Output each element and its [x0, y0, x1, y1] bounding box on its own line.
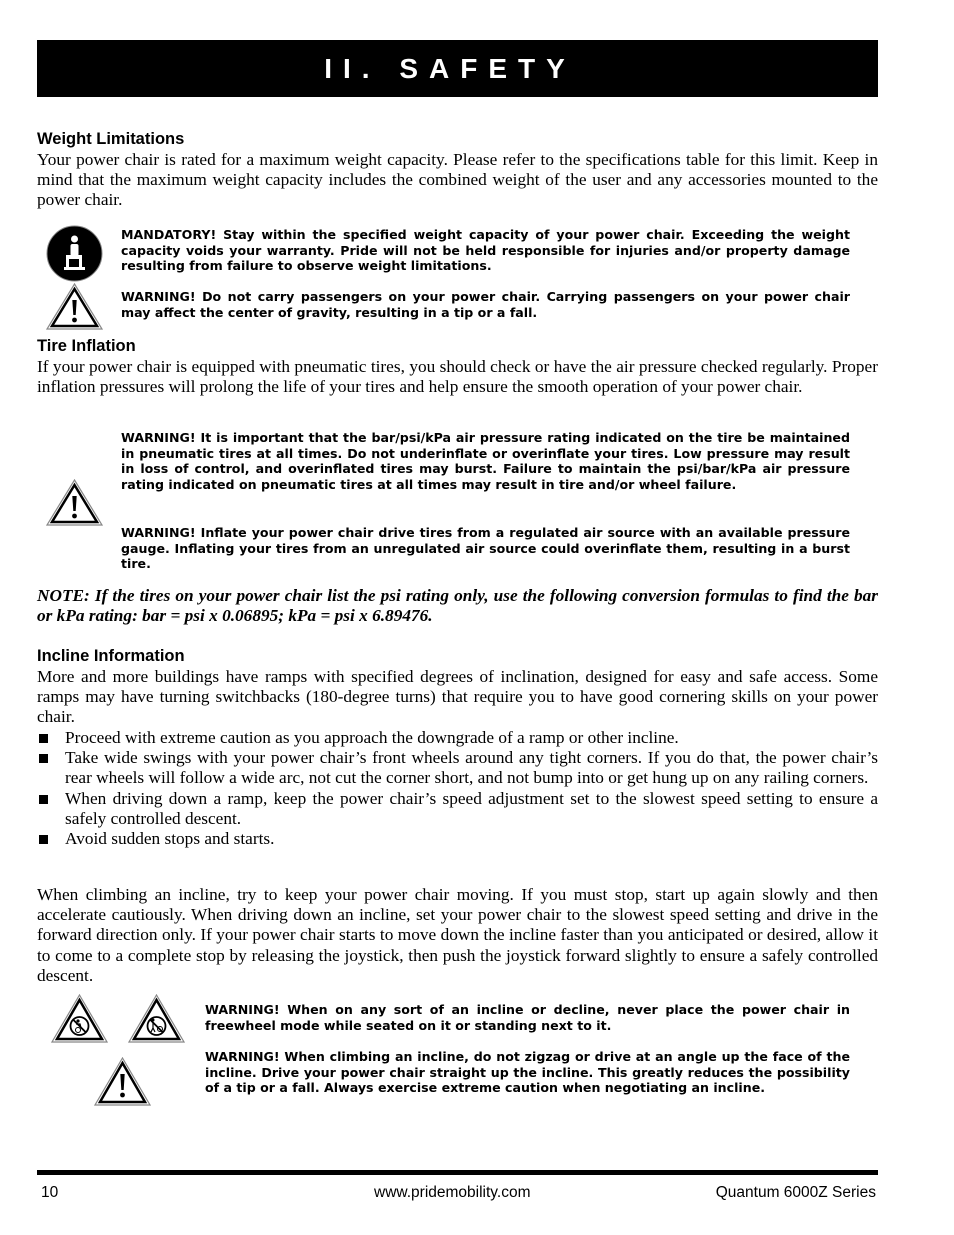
- list-item: Avoid sudden stops and starts.: [37, 829, 878, 849]
- warning-triangle-icon: [46, 283, 103, 330]
- incline-warning-1-text: WARNING! When on any sort of an incline or decline, never place the power chair in freewheel mode while seated on it or standing next to it.: [205, 1002, 850, 1033]
- warning-triangle-icon: [94, 1057, 151, 1106]
- incline-warning-2-text: WARNING! When climbing an incline, do not zigzag or drive at an angle up the face of the incline. Drive your power chair straight up the incline. This greatly reduces the possibility of a tip or a fall. Always exercise extreme caution when negotiating an incline.: [205, 1049, 850, 1096]
- incline-body-2: When climbing an incline, try to keep your power chair moving. If you must stop, start up again slowly and then accelerate cautiously. When driving down an incline, set your power chair to the slowest speed setting and drive in the forward direction only. If your power chair starts to move down the incline faster than you anticipated or desired, allow it to come to a complete stop by releasing the joystick, then push the joystick forward slightly to ensure a safely controlled descent.: [37, 885, 878, 985]
- list-item: Take wide swings with your power chair’s front wheels around any tight corners. If you do that, the power chair’s rear wheels will follow a wide arc, not cut the corner short, and not bump into or get hung up on any railing corners.: [37, 748, 878, 788]
- weight-mandatory-text: MANDATORY! Stay within the specified weight capacity of your power chair. Exceeding the weight capacity voids your warranty. Pride will not be held responsible for injuries and/or property damage resulting from failure to observe weight limitations.: [121, 227, 850, 274]
- tire-body: If your power chair is equipped with pneumatic tires, you should check or have the air pressure checked regularly. Proper inflation pressures will prolong the life of your tires and help ensure the smooth operation of your power chair.: [37, 357, 878, 397]
- no-freewheel-seated-icon: [51, 994, 108, 1043]
- incline-bullet-list: [37, 728, 878, 849]
- list-item: Proceed with extreme caution as you approach the downgrade of a ramp or other incline.: [37, 728, 878, 748]
- warning-triangle-icon: [46, 479, 103, 526]
- footer-url: www.pridemobility.com: [374, 1184, 531, 1201]
- tire-warning-1-text: WARNING! It is important that the bar/psi/kPa air pressure rating indicated on the tire be maintained in pneumatic tires at all times. Do not underinflate or overinflate your tires. Low pressure may result in loss of control, and overinflated tires may burst. Failure to maintain the psi/bar/kPa air pressure rating indicated on pneumatic tires at all times may result in tire and/or wheel failure.: [121, 430, 850, 492]
- section-title-bar: [37, 40, 878, 97]
- footer-series: Quantum 6000Z Series: [715, 1184, 876, 1201]
- weight-body: Your power chair is rated for a maximum weight capacity. Please refer to the specifications table for this limit. Keep in mind that the maximum weight capacity includes the combined weight of the user and any accessories mounted to the power chair.: [37, 150, 878, 210]
- tire-warning-2-text: WARNING! Inflate your power chair drive tires from a regulated air source with an available pressure gauge. Inflating your tires from an unregulated air source could overinflate them, resulting in a burst tire.: [121, 525, 850, 572]
- footer-rule: [37, 1170, 878, 1175]
- page-number: 10: [41, 1184, 59, 1201]
- no-freewheel-standing-icon: [128, 994, 185, 1043]
- tire-heading: Tire Inflation: [37, 337, 136, 355]
- weight-warning-text: WARNING! Do not carry passengers on your power chair. Carrying passengers on your power chair may affect the center of gravity, resulting in a tip or a fall.: [121, 289, 850, 320]
- section-title: II. SAFETY: [324, 52, 576, 84]
- incline-heading: Incline Information: [37, 647, 185, 665]
- list-item: When driving down a ramp, keep the power chair’s speed adjustment set to the slowest speed setting to ensure a safely controlled descent.: [37, 789, 878, 829]
- mandatory-weight-icon: [46, 225, 103, 282]
- weight-heading: Weight Limitations: [37, 130, 185, 148]
- incline-body: More and more buildings have ramps with specified degrees of inclination, designed for easy and safe access. Some ramps may have turning switchbacks (180-degree turns) that require you to have good cornering skills on your power chair.: [37, 667, 878, 727]
- tire-note: NOTE: If the tires on your power chair list the psi rating only, use the following conversion formulas to find the bar or kPa rating: bar = psi x 0.06895; kPa = psi x 6.89476.: [37, 586, 878, 626]
